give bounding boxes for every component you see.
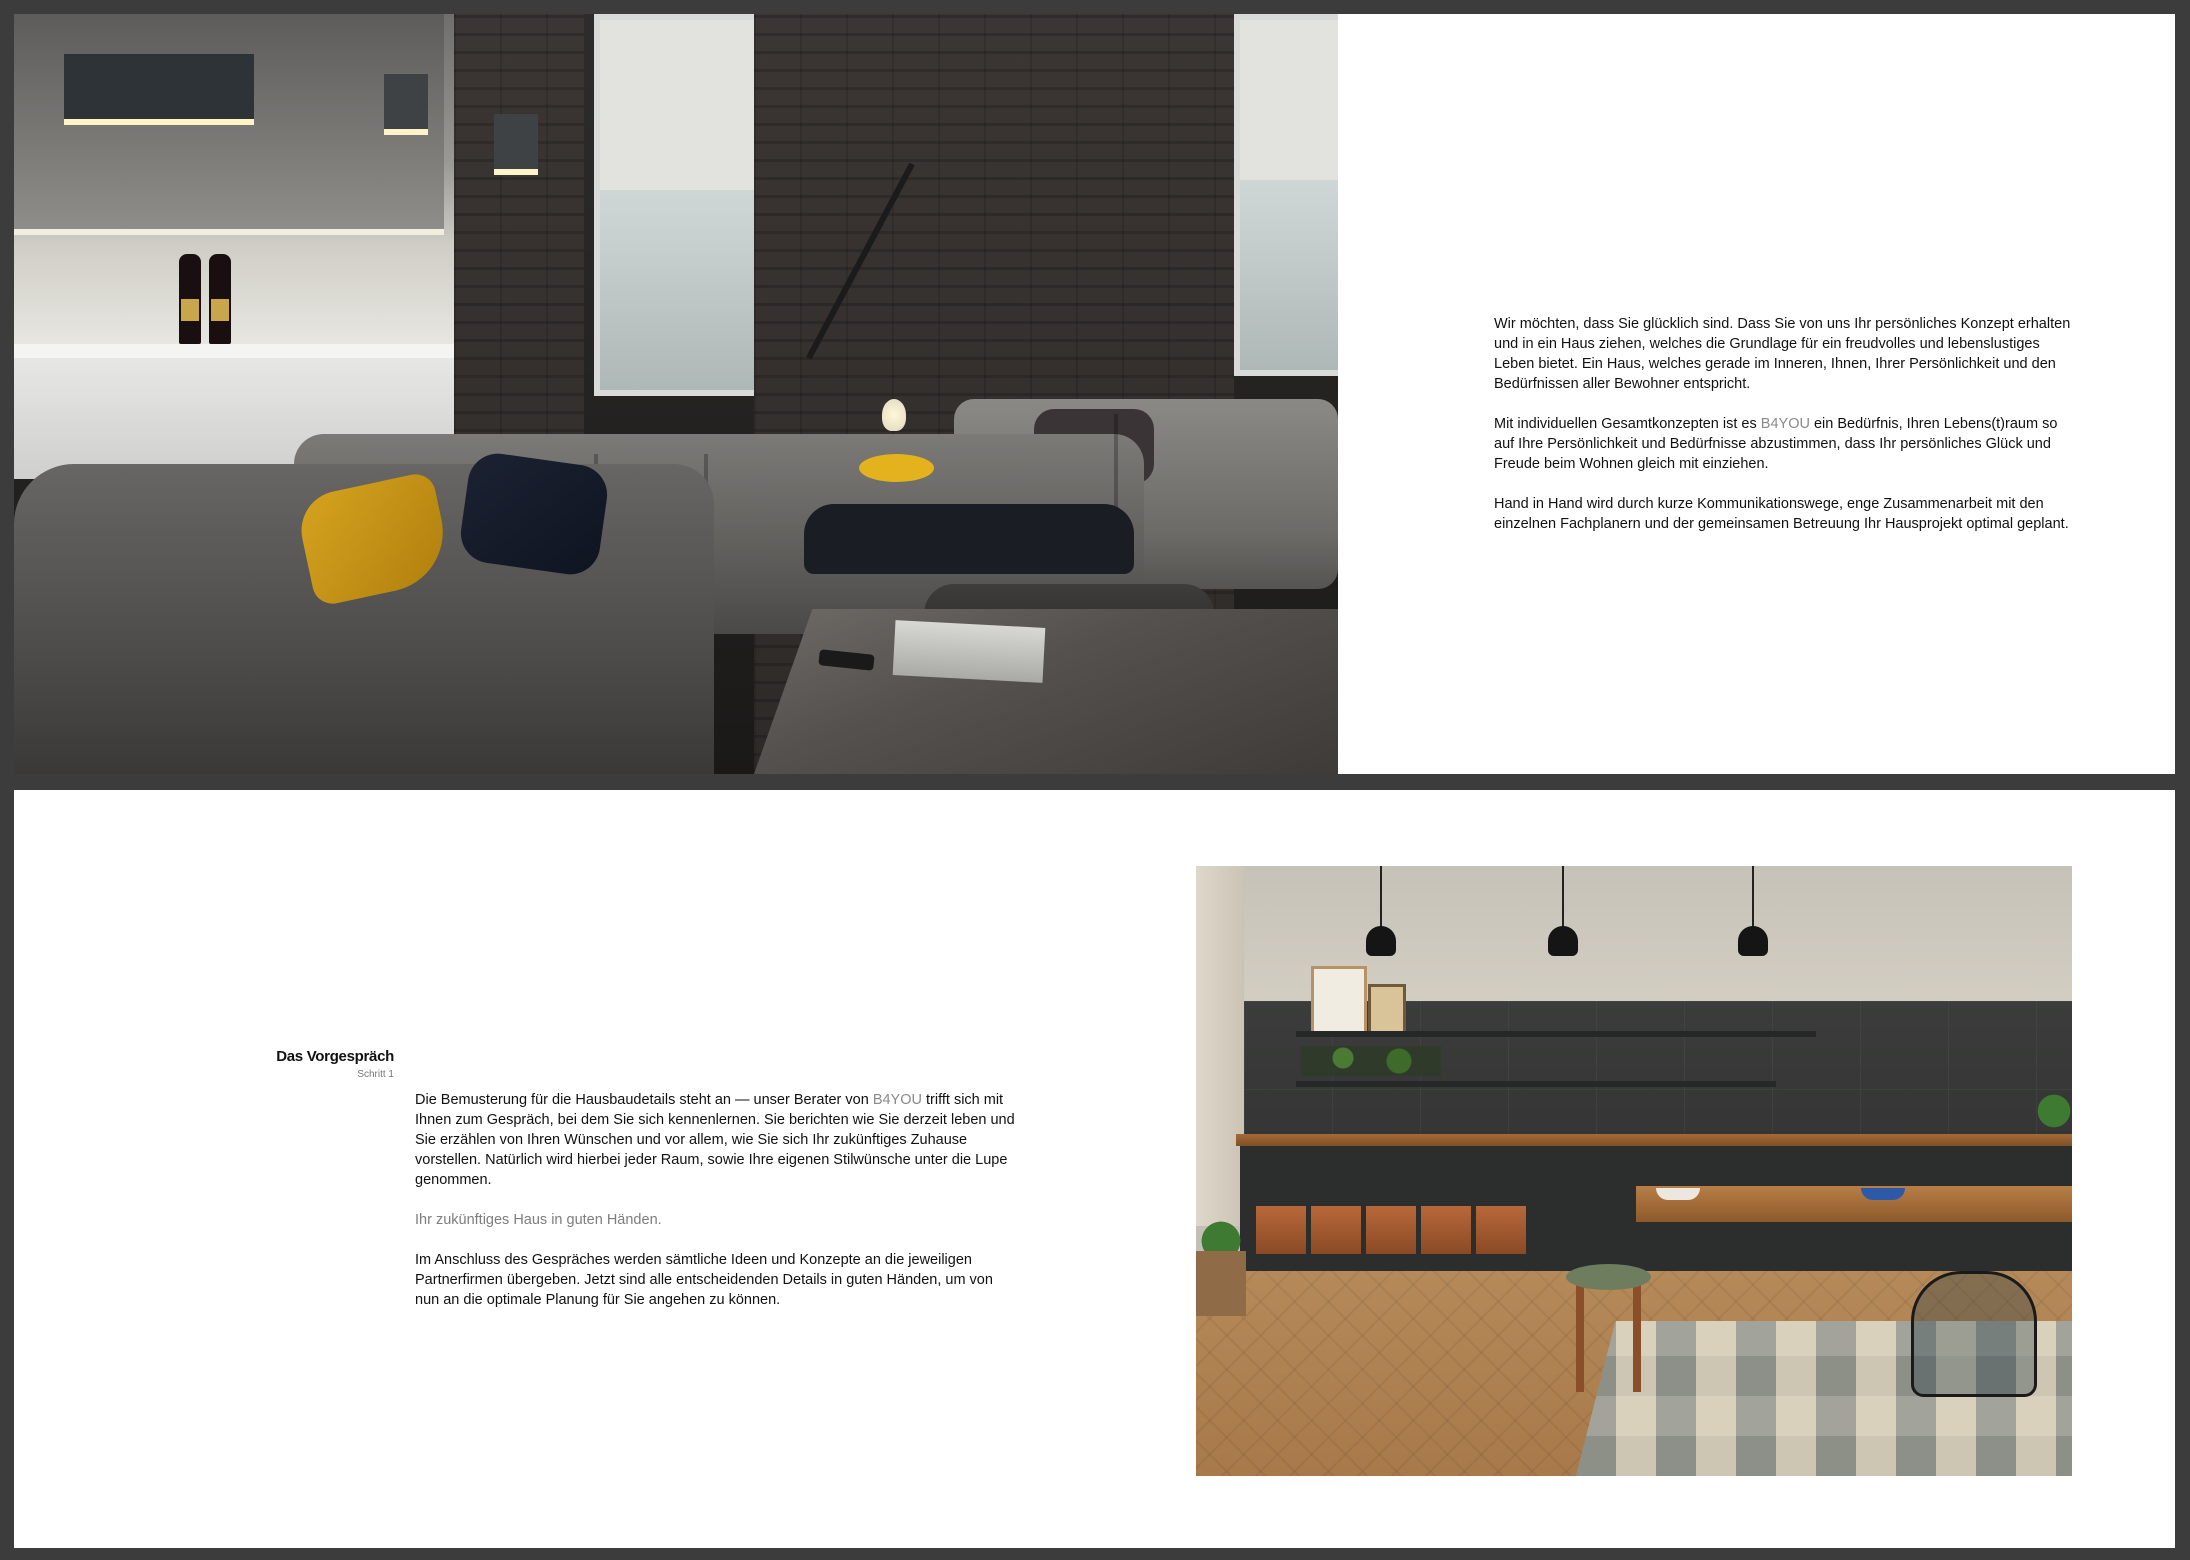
photo-bowl [1656,1188,1700,1200]
photo-magazine [893,620,1046,683]
body-paragraph-1: Die Bemusterung für die Hausbaudetails steht an — unser Berater von B4YOU trifft sich mit Ihnen zum Gespräch, bei dem Sie sich kennenlernen. Sie berichten wie Sie derzeit leben und Sie erzählen von Ihren Wünschen und vor allem, wie Sie sich Ihr zukünftiges Zuhause vorstellen. Natürlich wird hierbei jeder Raum, sowie Ihre eigenen Stilwünsche unter die Lupe genommen. [415,1092,1015,1188]
brand-name: B4YOU [1760,416,1810,432]
photo-pendant-lamp [64,54,254,125]
photo-pendant-lamp [1548,926,1578,956]
living-room-photo [14,14,1338,774]
section-heading [194,1048,394,1080]
brand-name: B4YOU [872,1092,922,1108]
body-subheading: Ihr zukünftiges Haus in guten Händen. [415,1212,662,1228]
photo-herb-box [1301,1046,1441,1076]
photo-picture-frame [1311,966,1367,1034]
photo-throw-blanket [804,504,1134,574]
photo-dining-table [1636,1186,2072,1222]
kitchen-photo [1196,866,2072,1476]
photo-pendant-lamp [384,74,428,135]
photo-coffee-table [754,609,1338,774]
intro-paragraph-3: Hand in Hand wird durch kurze Kommunikationswege, enge Zusammenarbeit mit den einzelnen Fachplanern und der gemeinsamen Betreuung Ihr Hausprojekt optimal geplant. [1494,496,2069,532]
photo-pendant-lamp [494,114,538,175]
top-spread [14,14,2175,774]
body-text [415,1090,1015,1330]
photo-plant-pot [1196,1251,1246,1316]
photo-wooden-counter [1236,1134,2072,1146]
photo-bulb [882,399,906,431]
photo-stool [1566,1264,1651,1290]
intro-paragraph-2: Mit individuellen Gesamtkonzepten ist es B4YOU ein Bedürfnis, Ihren Lebens(t)raum so auf Ihre Persönlichkeit und Bedürfnisse abzustimmen, dass Ihr persönliches Glück und Freude beim Wohnen gleich mit einziehen. [1494,416,2058,472]
photo-wine-bottle [179,254,201,344]
photo-picture-frame [1368,984,1406,1034]
photo-counter-top [14,344,454,358]
section-title: Das Vorgespräch [276,1048,394,1065]
photo-navy-cushion [457,450,611,578]
photo-shelf [1296,1081,1776,1087]
photo-plant [2036,1091,2072,1131]
intro-paragraph-1: Wir möchten, dass Sie glücklich sind. Dass Sie von uns Ihr persönliches Konzept erhalten und in ein Haus ziehen, welches die Grundlage für ein freudvolles und lebenslustiges Leben bietet. Ein Haus, welches gerade im Inneren, Ihnen, Ihrer Persönlichkeit und den Bedürfnissen aller Bewohner entspricht. [1494,316,2071,392]
photo-shelf [1296,1031,1816,1037]
photo-pendant-lamp [1366,926,1396,956]
photo-wine-bottle [209,254,231,344]
body-paragraph-2: Im Anschluss des Gespräches werden sämtliche Ideen und Konzepte an die jeweiligen Partnerfirmen übergeben. Jetzt sind alle entscheidenden Details in guten Händen, um von nun an die optimale Planung für Sie angehen zu können. [415,1252,993,1308]
photo-window [594,14,766,396]
intro-text [1494,314,2074,554]
photo-window [1234,14,1338,376]
bottom-spread [14,790,2175,1548]
photo-bowl [1861,1188,1905,1200]
section-step: Schritt 1 [357,1069,394,1080]
photo-side-table [859,454,934,482]
photo-wire-chair [1911,1271,2037,1397]
photo-pendant-lamp [1738,926,1768,956]
